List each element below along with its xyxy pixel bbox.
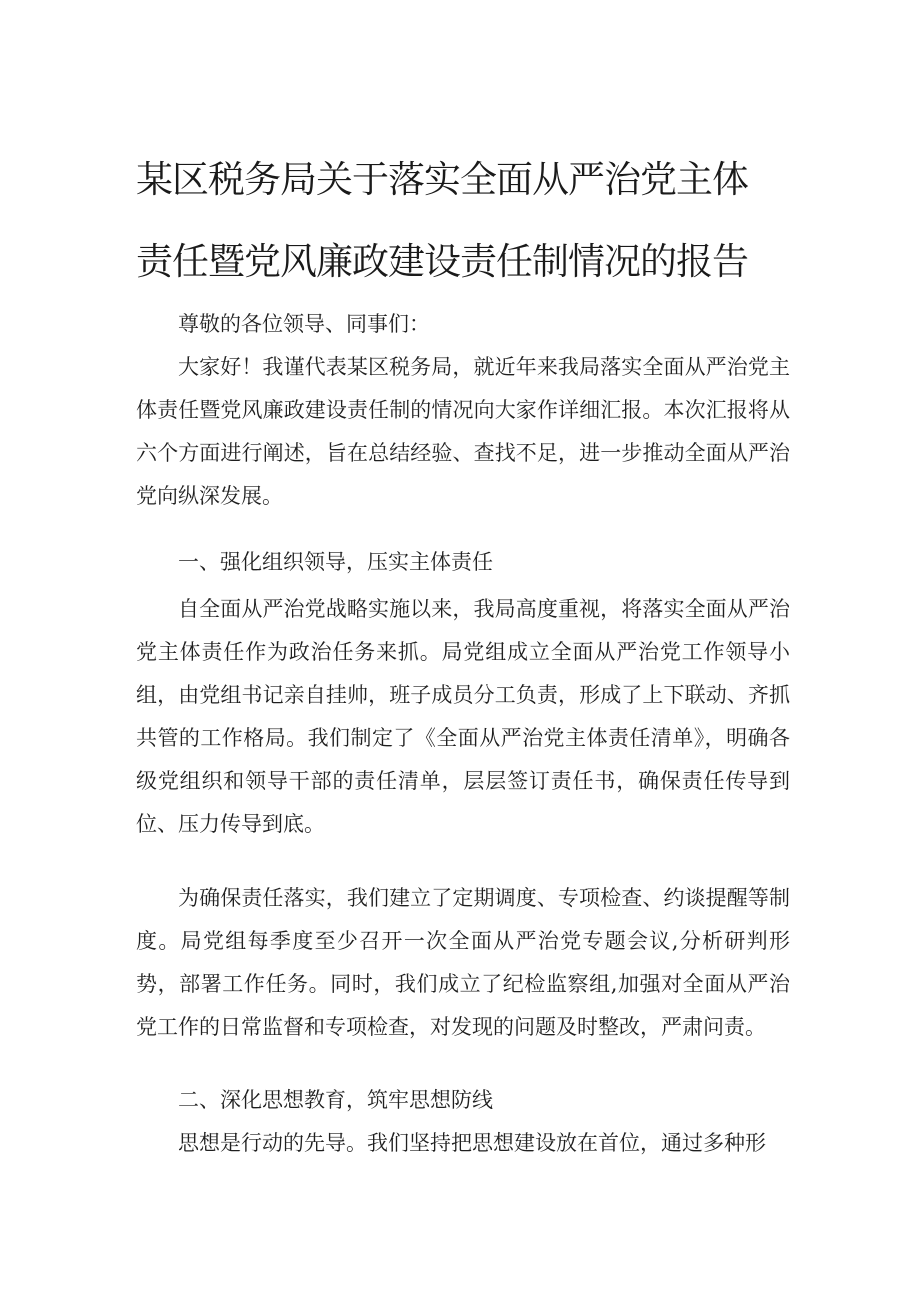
section-1-heading: 一、强化组织领导，压实主体责任 <box>178 550 493 574</box>
section-2-heading-block <box>136 1079 790 1122</box>
section-1-paragraph-2: 为确保责任落实，我们建立了定期调度、专项检查、约谈提醒等制度。局党组每季度至少召开一次全面从严治党专题会议,分析研判形势，部署工作任务。同时，我们成立了纪检监察组,加强对全面从严治党工作的日常监督和专项检查，对发现的问题及时整改，严肃问责。 <box>136 886 790 1039</box>
intro-block <box>136 346 790 518</box>
document-title-line-1: 某区税务局关于落实全面从严治党主体 <box>136 158 748 201</box>
intro-paragraph: 大家好！我谨代表某区税务局，就近年来我局落实全面从严治党主体责任暨党风廉政建设责任制的情况向大家作详细汇报。本次汇报将从六个方面进行阐述，旨在总结经验、查找不足，进一步推动全面从严治党向纵深发展。 <box>136 355 790 508</box>
document-title-line-2: 责任暨党风廉政建设责任制情况的报告 <box>136 240 748 283</box>
section-2-heading: 二、深化思想教育，筑牢思想防线 <box>178 1088 493 1112</box>
section-1-paragraph-1-block <box>136 588 790 846</box>
section-1-paragraph-1: 自全面从严治党战略实施以来，我局高度重视，将落实全面从严治党主体责任作为政治任务来抓。局党组成立全面从严治党工作领导小组，由党组书记亲自挂帅，班子成员分工负责，形成了上下联动、齐抓共管的工作格局。我们制定了《全面从严治党主体责任清单》，明确各级党组织和领导干部的责任清单，层层签订责任书，确保责任传导到位、压力传导到底。 <box>136 597 790 836</box>
section-2-paragraph-1-block <box>136 1122 790 1165</box>
section-1-paragraph-2-block <box>136 877 790 1049</box>
section-1-heading-block <box>136 541 790 584</box>
salutation-block <box>136 303 790 346</box>
section-2-paragraph-1: 思想是行动的先导。我们坚持把思想建设放在首位，通过多种形 <box>178 1131 766 1155</box>
salutation: 尊敬的各位领导、同事们： <box>178 312 430 336</box>
